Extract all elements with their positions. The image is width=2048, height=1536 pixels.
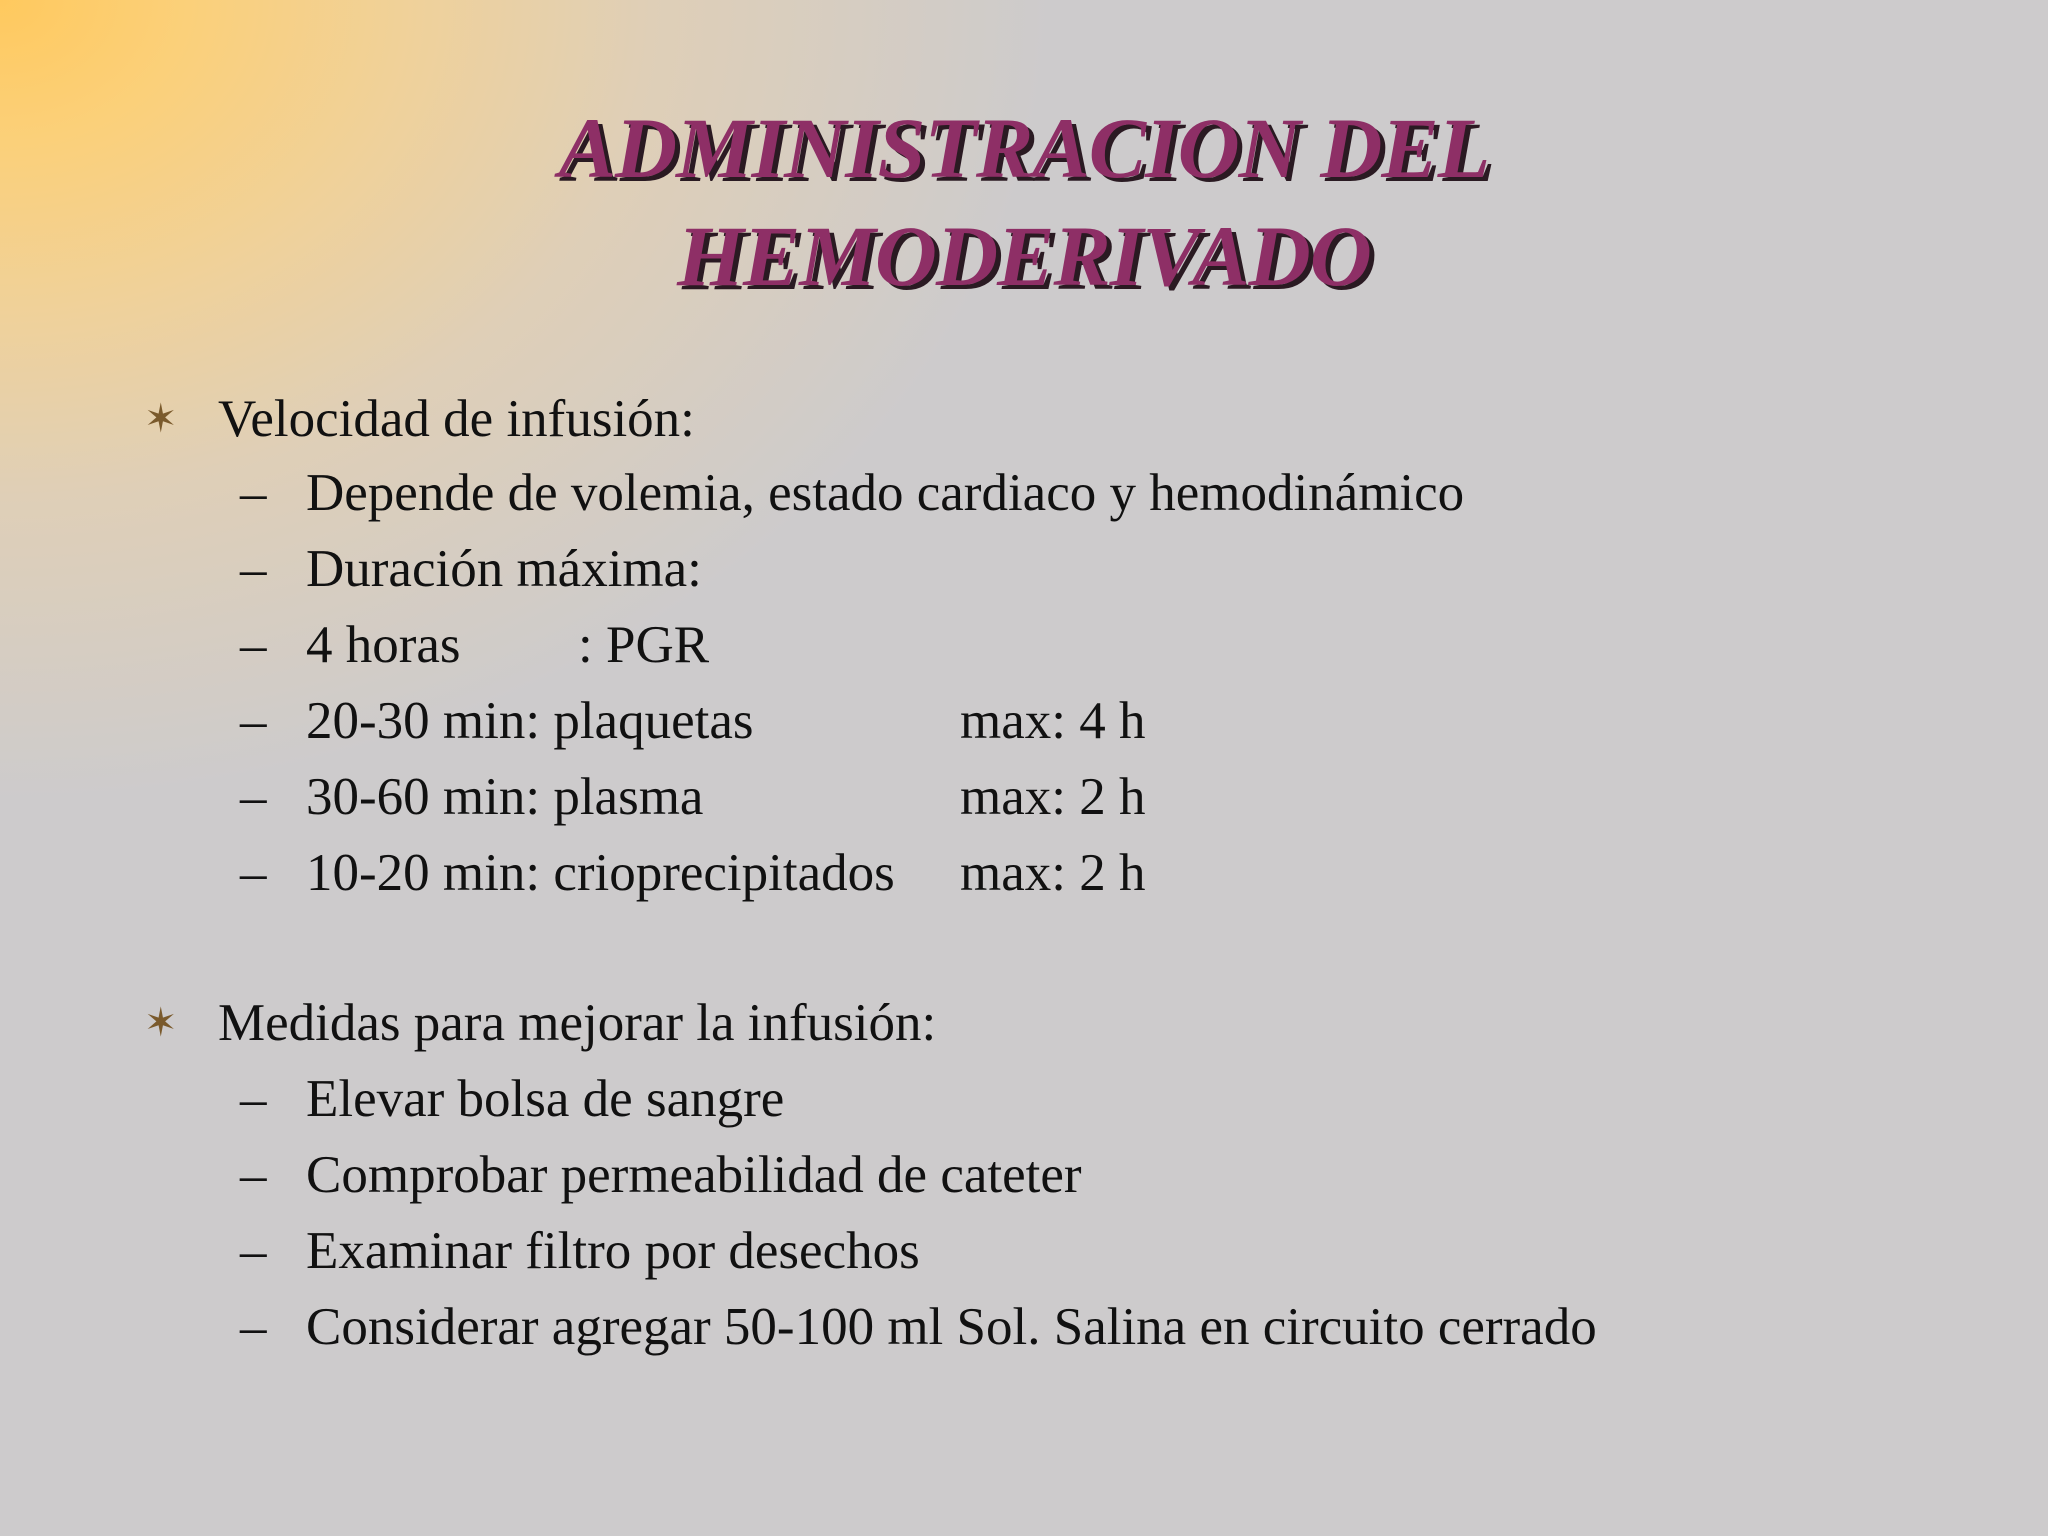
sub-bullet-max: max: 2 h [960,844,1146,902]
dash-bullet-icon: – [240,616,267,674]
dash-bullet-icon: – [240,1146,267,1204]
slide-title-line-2: HEMODERIVADO [677,208,1371,304]
star-bullet-icon: ✶ [144,1000,178,1045]
sub-bullet: Examinar filtro por desechos [306,1222,920,1280]
sub-bullet-max: max: 4 h [960,692,1146,750]
dash-bullet-icon: – [240,1070,267,1128]
sub-bullet: 20-30 min: plaquetas [306,692,754,750]
sub-bullet: 30-60 min: plasma [306,768,704,826]
sub-bullet: Considerar agregar 50-100 ml Sol. Salina en circuito cerrado [306,1298,1597,1356]
sub-bullet: Comprobar permeabilidad de cateter [306,1146,1082,1204]
sub-bullet: 4 horas [306,616,461,674]
dash-bullet-icon: – [240,464,267,522]
slide-title-line-1: ADMINISTRACION DEL [558,100,1490,196]
dash-bullet-icon: – [240,692,267,750]
bullet-heading: Velocidad de infusión: [218,390,695,448]
dash-bullet-icon: – [240,844,267,902]
sub-bullet: 10-20 min: crioprecipitados [306,844,895,902]
sub-bullet-max: max: 2 h [960,768,1146,826]
sub-bullet: Elevar bolsa de sangre [306,1070,785,1128]
sub-bullet: Duración máxima: [306,540,702,598]
sub-bullet-extra: : PGR [578,616,710,674]
dash-bullet-icon: – [240,768,267,826]
dash-bullet-icon: – [240,1298,267,1356]
dash-bullet-icon: – [240,540,267,598]
sub-bullet: Depende de volemia, estado cardiaco y hemodinámico [306,464,1465,522]
star-bullet-icon: ✶ [144,396,178,441]
bullet-heading: Medidas para mejorar la infusión: [218,994,937,1052]
dash-bullet-icon: – [240,1222,267,1280]
